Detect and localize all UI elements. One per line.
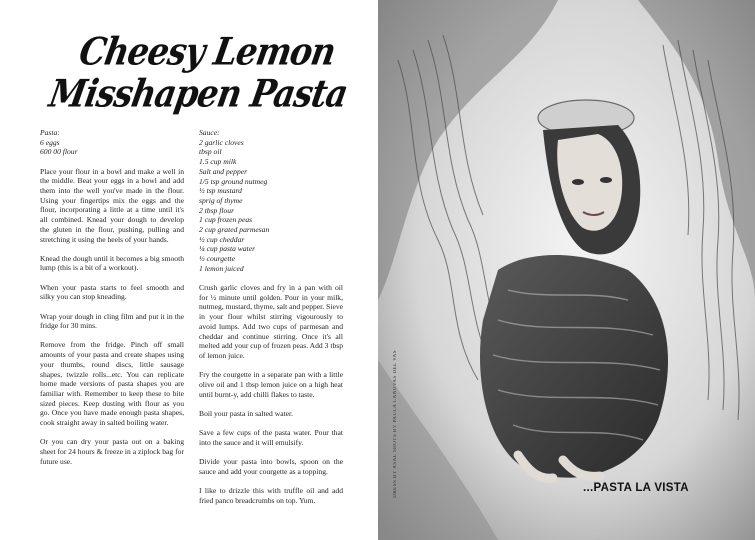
pasta-step: When your pasta starts to feel smooth and silky you can stop kneading. (40, 282, 184, 302)
sauce-step: Save a few cups of the pasta water. Pour that into the sauce and it will emulsify. (199, 427, 343, 447)
recipe-title-line-2: Misshapen Pasta (46, 71, 351, 116)
ingredient-item: 2 tbsp flour (199, 205, 235, 215)
sauce-heading: Sauce: (199, 128, 220, 137)
recipe-title-line-1: Cheesy Lemon (76, 29, 339, 74)
sauce-ingredients (199, 128, 343, 274)
ingredient-item: tbsp oil (199, 147, 222, 157)
ingredient-item: 2 garlic cloves (199, 137, 244, 147)
ingredient-item: 600 00 flour (40, 147, 78, 157)
pasta-column (40, 128, 184, 476)
pasta-heading: Pasta: (40, 128, 60, 137)
sauce-step: Divide your pasta into bowls, spoon on the sauce and add your courgette as a topping. (199, 456, 343, 476)
ingredient-item: 2 cup grated parmesan (199, 225, 270, 235)
pasta-step: Wrap your dough in cling film and put it in the fridge for 30 mins. (40, 311, 184, 331)
ingredient-item: Salt and pepper (199, 166, 248, 176)
ingredient-item: 1.5 cup milk (199, 157, 237, 167)
ingredient-item: 6 eggs (40, 137, 60, 147)
photo-page (378, 0, 755, 540)
ingredient-item: 1 cup frozen peas (199, 215, 253, 225)
pasta-ingredients (40, 128, 184, 157)
ingredient-item: 1/5 tsp ground nutmeg (199, 176, 268, 186)
pasta-step: Remove from the fridge. Pinch off small amounts of your pasta and create shapes using your thumbs, round discs, little sausage shapes, twizzle rolls...etc. You can replicate home made versions of pasta shapes you are familiar with. Remember to keep these to bite sized pieces. Keep dusting with flour as you go. Once you have made enough pasta shapes, cook straight away in salted boiling water. (40, 340, 184, 428)
pasta-step: Knead the dough until it becomes a big smooth lump (this is a bit of a workout). (40, 253, 184, 273)
sauce-step: Boil your pasta in salted water. (199, 408, 294, 418)
ingredient-item: 1 lemon juiced (199, 263, 244, 273)
ingredient-item: ½ cup cheddar (199, 234, 245, 244)
ingredient-item: ½ tsp mustard (199, 186, 242, 196)
pasta-step: Place your flour in a bowl and make a well in the middle. Beat your eggs in a bowl and add them into the well you've made in the flour. Using your fingertips mix the eggs and the flour, incorporating a little at a time until it's all combined. Knead your dough to develop the gluten in the flour, pushing, pulling and stretching it using the heels of your hands. (40, 166, 184, 244)
photo-credit: DRESS BY ASAL SHOTS BY PAULA CANOVAS DEL VAS (393, 350, 398, 498)
sauce-step: Crush garlic cloves and fry in a pan with oil for ½ minute until golden. Pour in your milk, nutmeg, mustard, thyme, salt and pepper. Sieve in your flour whilst stirring vigourously to avoid lumps. Add two cups of parmesan and cheddar and continue stirring. Once it's all melted add your cup of frozen peas. Add 3 tbsp of lemon juice. (199, 283, 343, 360)
ingredient-item: sprig of thyme (199, 195, 243, 205)
ingredient-item: ½ courgette (199, 254, 235, 264)
sauce-step: Fry the courgette in a separate pan with a little olive oil and 1 tbsp lemon juice on a high heat until burnt-y, add chilli flakes to taste. (199, 370, 343, 399)
pasta-step: Or you can dry your pasta out on a baking sheet for 24 hours & freeze in a ziplock bag for future use. (40, 437, 184, 466)
ingredient-item: ¼ cup pasta water (199, 244, 256, 254)
sauce-step: I like to drizzle this with truffle oil and add fried panco breadcrumbs on top. Yum. (199, 485, 343, 505)
sauce-column (199, 128, 343, 515)
photo-headline: ...PASTA LA VISTA (583, 482, 689, 494)
fashion-photo (378, 0, 755, 540)
